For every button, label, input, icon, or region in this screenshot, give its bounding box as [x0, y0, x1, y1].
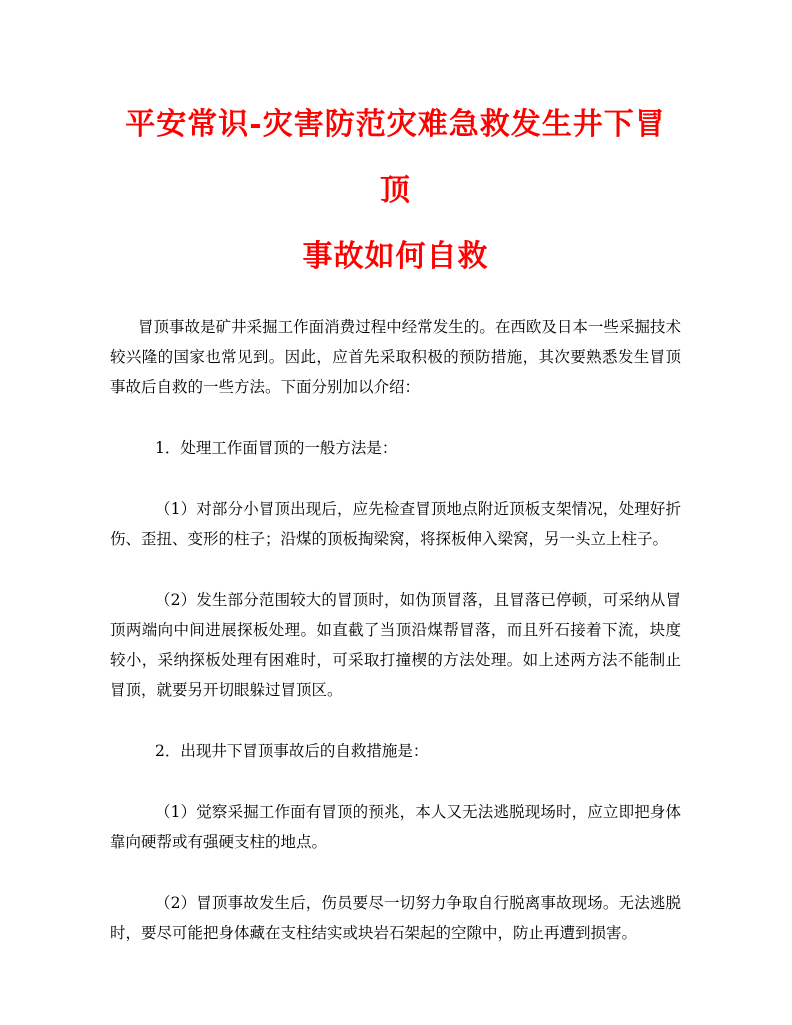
paragraph: 冒顶事故是矿井采掘工作面消费过程中经常发生的。在西欧及日本一些采掘技术较兴隆的国家也常见到。因此，应首先采取积极的预防措施，其次要熟悉发生冒顶事故后自救的一些方法。下面分别加以介绍：	[110, 318, 681, 396]
paragraph: （1）对部分小冒顶出现后，应先检查冒顶地点附近顶板支架情况，处理好折伤、歪扭、变形的柱子；沿煤的顶板掏梁窝，将探板伸入梁窝，另一头立上柱子。	[110, 500, 681, 548]
title-line-1: 平安常识-灾害防范灾难急救发生井下冒顶	[125, 107, 666, 208]
paragraph: （1）觉察采掘工作面有冒顶的预兆，本人又无法逃脱现场时，应立即把身体靠向硬帮或有强硬支柱的地点。	[110, 803, 681, 851]
paragraph: （2）冒顶事故发生后，伤员要尽一切努力争取自行脱离事故现场。无法逃脱时，要尽可能把身体藏在支柱结实或块岩石架起的空隙中，防止再遭到损害。	[110, 894, 681, 942]
paragraph: （2）发生部分范围较大的冒顶时，如伪顶冒落，且冒落已停顿，可采纳从冒顶两端向中间进展探板处理。如直截了当顶沿煤帮冒落，而且歼石接着下流，块度较小，采纳探板处理有困难时，可采取打撞楔的方法处理。如上述两方法不能制止冒顶，就要另开切眼躲过冒顶区。	[110, 591, 681, 699]
paragraph: 1．处理工作面冒顶的一般方法是：	[155, 439, 398, 457]
paragraph: 2．出现井下冒顶事故后的自救措施是：	[155, 742, 429, 760]
title-line-2: 事故如何自救	[302, 239, 489, 274]
document-body	[110, 312, 681, 948]
document-title	[110, 92, 681, 290]
